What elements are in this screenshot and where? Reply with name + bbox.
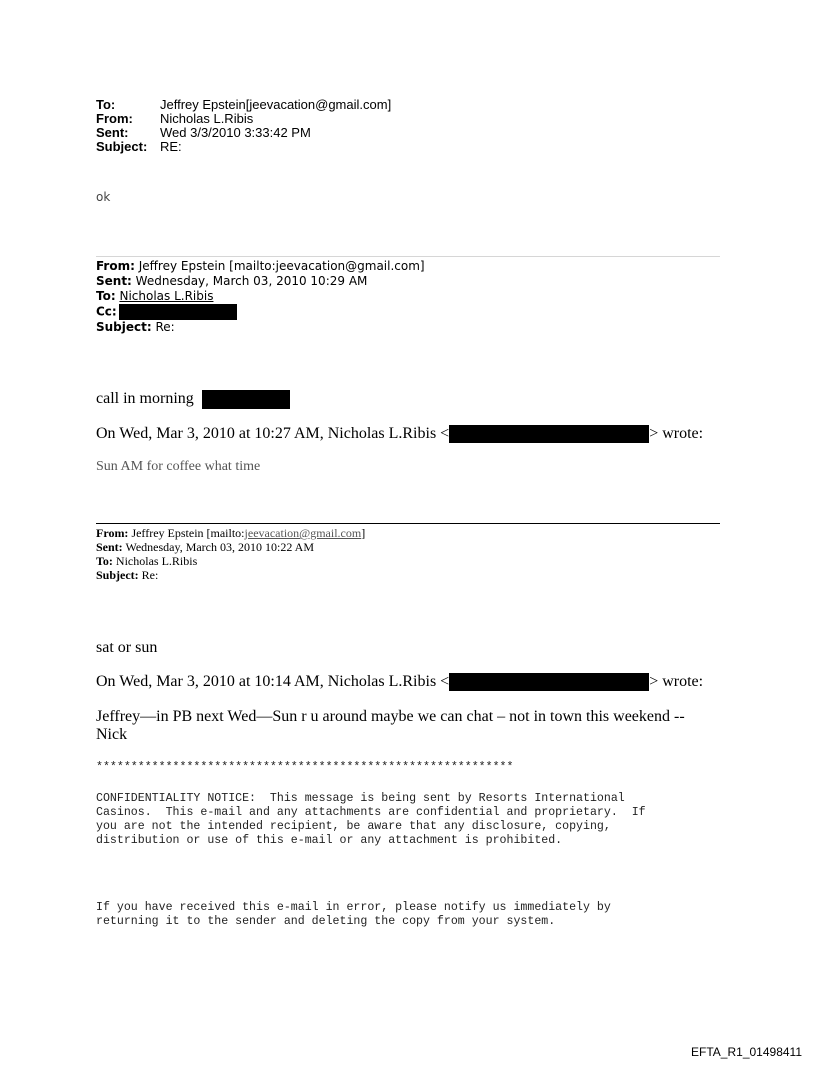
quoted2-to-value: Nicholas L.Ribis xyxy=(112,554,198,568)
to-value: Jeffrey Epstein[jeevacation@gmail.com] xyxy=(160,97,392,112)
mailto-link[interactable]: jeevacation@gmail.com xyxy=(244,526,362,540)
message2-wrote-line xyxy=(96,673,703,691)
quoted1-subject-value: Re: xyxy=(151,320,175,334)
quoted2-subject-label: Subject: xyxy=(96,568,139,582)
subject-label: Subject: xyxy=(96,139,148,154)
quoted2-sent-label: Sent: xyxy=(96,540,123,554)
quoted1-to-value: Nicholas L.Ribis xyxy=(119,289,214,303)
message1-body-text: call in morning xyxy=(96,390,194,408)
sent-value: Wed 3/3/2010 3:33:42 PM xyxy=(160,125,311,140)
message2-text-line1: Jeffrey—in PB next Wed—Sun r u around maybe we can chat – not in town this weekend -- xyxy=(96,708,685,725)
message1-wrote-prefix: On Wed, Mar 3, 2010 at 10:27 AM, Nicholas L.Ribis < xyxy=(96,425,450,442)
message1-wrote-line xyxy=(96,425,703,443)
message2-wrote-prefix: On Wed, Mar 3, 2010 at 10:14 AM, Nicholas L.Ribis < xyxy=(96,673,450,690)
body-redaction xyxy=(202,390,290,409)
quoted2-from-close: ] xyxy=(361,526,366,540)
confidentiality-notice: CONFIDENTIALITY NOTICE: This message is being sent by Resorts International Casinos. This e-mail and any attachments are confidential and proprietary. If you are not the intended recipient, be aware that any disclosure, copying, distribution or use of this e-mail or any attachment is prohibited. xyxy=(96,792,646,847)
subject-value: RE: xyxy=(160,139,182,154)
quoted1-sent-value: Wednesday, March 03, 2010 10:29 AM xyxy=(131,274,368,288)
to-label: To: xyxy=(96,97,116,112)
separator-line xyxy=(96,256,720,257)
cc-redaction xyxy=(119,304,237,320)
document-id: EFTA_R1_01498411 xyxy=(691,1045,802,1059)
quoted2-to-label: To: xyxy=(96,554,113,568)
quoted1-to-label: To: xyxy=(96,289,116,303)
error-notice: If you have received this e-mail in error, please notify us immediately by returning it to the sender and deleting the copy from your system. xyxy=(96,901,611,928)
message2-body: sat or sun xyxy=(96,639,158,656)
message2-text xyxy=(96,708,685,744)
star-divider: ************************************************************ xyxy=(96,761,514,774)
email-header xyxy=(96,98,516,158)
quoted1-subject-label: Subject: xyxy=(96,320,152,334)
message2-text-line2: Nick xyxy=(96,726,128,743)
quoted-header-1 xyxy=(96,259,425,335)
quoted-header-2 xyxy=(96,526,365,582)
reply-body: ok xyxy=(96,190,111,204)
sent-label: Sent: xyxy=(96,125,129,140)
quoted1-sent-label: Sent: xyxy=(96,274,132,288)
quoted2-from-text: Jeffrey Epstein [mailto: xyxy=(128,526,245,540)
quoted1-from-value: Jeffrey Epstein [mailto:jeevacation@gmail.com] xyxy=(134,259,425,273)
message1-quoted-text: Sun AM for coffee what time xyxy=(96,459,261,474)
quoted1-from-label: From: xyxy=(96,259,135,273)
message1-wrote-suffix: > wrote: xyxy=(649,425,704,442)
quoted2-from-label: From: xyxy=(96,526,129,540)
email-redaction-1 xyxy=(449,425,649,443)
quoted1-cc-label: Cc: xyxy=(96,304,117,319)
from-value: Nicholas L.Ribis xyxy=(160,111,254,126)
email-redaction-2 xyxy=(449,673,649,691)
message2-wrote-suffix: > wrote: xyxy=(649,673,704,690)
message1-body xyxy=(96,390,290,409)
separator-line-dark xyxy=(96,523,720,524)
quoted2-subject-value: Re: xyxy=(138,568,159,582)
quoted2-sent-value: Wednesday, March 03, 2010 10:22 AM xyxy=(122,540,315,554)
from-label: From: xyxy=(96,111,133,126)
